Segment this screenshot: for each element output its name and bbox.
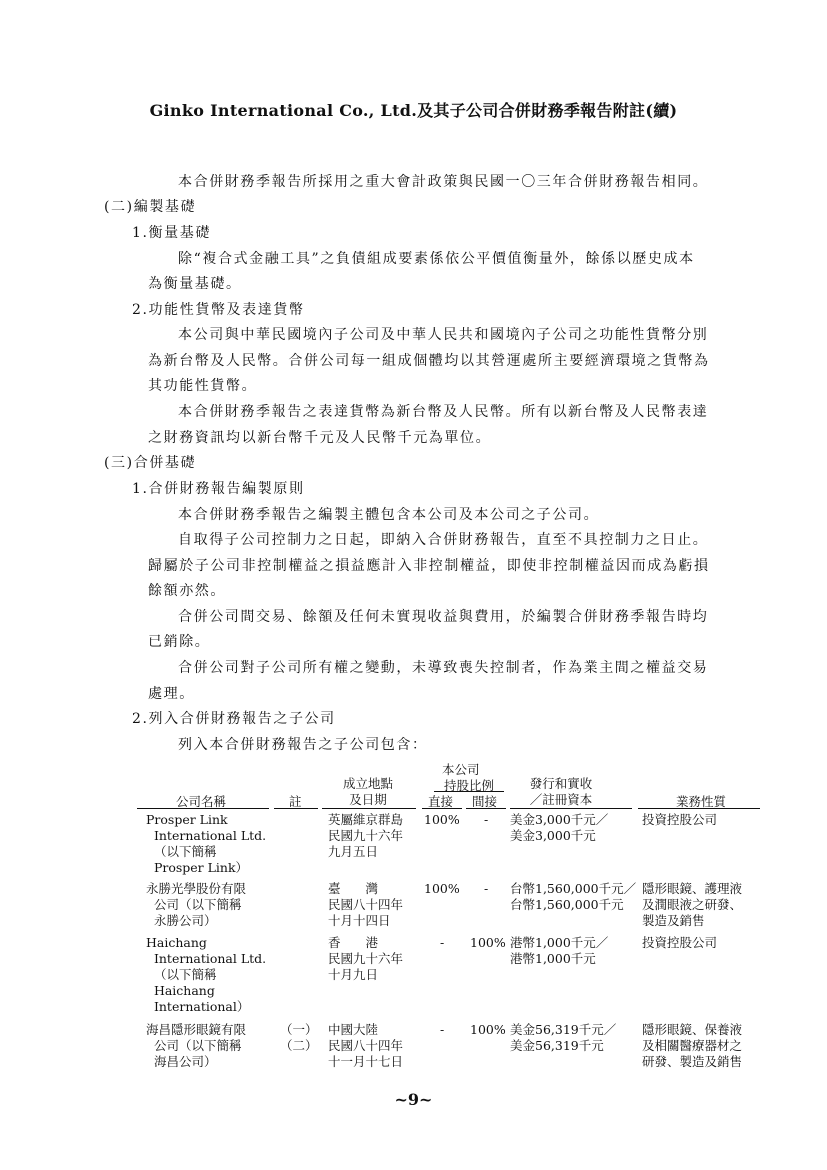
paragraph-line: 本合併財務季報告之表達貨幣為新台幣及人民幣。所有以新台幣及人民幣表達 <box>178 404 709 420</box>
paragraph-line: 本公司與中華民國境內子公司及中華人民共和國境內子公司之功能性貨幣分別 <box>178 327 709 343</box>
paragraph-line: 之財務資訊均以新台幣千元及人民幣千元為單位。 <box>148 430 492 446</box>
paragraph-line: 歸屬於子公司非控制權益之損益應計入非控制權益，即使非控制權益因而成為虧損 <box>148 558 710 574</box>
header-place: 成立地點 及日期 <box>342 776 393 807</box>
paragraph-line: 已銷除。 <box>148 634 211 650</box>
cell-name: Prosper Link International Ltd. （以下簡稱 Prosper Link） <box>146 812 267 875</box>
cell-business: 隱形眼鏡、保養液 及相關醫療器材之 研發、製造及銷售 <box>642 1022 743 1069</box>
header-underline <box>638 808 760 809</box>
header-capital: 發行和實收 ／註冊資本 <box>529 776 593 807</box>
page-title: Ginko International Co., Ltd.及其子公司合併財務季報告附註(續) <box>149 101 678 120</box>
paragraph-line: 合併公司間交易、餘額及任何未實現收益與費用，於編製合併財務季報告時均 <box>178 609 709 625</box>
paragraph-line: 本合併財務季報告之編製主體包含本公司及本公司之子公司。 <box>178 507 600 523</box>
header-note: 註 <box>289 794 302 809</box>
paragraph-line: 合併公司對子公司所有權之變動，未導致喪失控制者，作為業主間之權益交易 <box>178 660 709 676</box>
header-direct: 直接 <box>428 794 454 809</box>
cell-name: 海昌隱形眼鏡有限 公司（以下簡稱 海昌公司） <box>146 1022 247 1069</box>
subsection-heading: 2.列入合併財務報告之子公司 <box>132 711 336 727</box>
paragraph-line: 其功能性貨幣。 <box>148 378 258 394</box>
cell-business: 投資控股公司 <box>642 812 718 827</box>
cell-place: 香 港 民國九十六年 十月九日 <box>328 935 404 982</box>
header-name: 公司名稱 <box>176 794 227 809</box>
header-group-company: 本公司 <box>442 762 480 777</box>
paragraph-line: 列入本合併財務報告之子公司包含： <box>178 737 428 753</box>
subsection-heading: 1.衡量基礎 <box>132 225 211 241</box>
header-underline <box>274 808 318 809</box>
header-underline <box>137 808 269 809</box>
cell-note: （一） （二） <box>280 1022 318 1053</box>
header-underline <box>422 808 462 809</box>
cell-indirect: - <box>484 812 489 827</box>
paragraph-line: 為衡量基礎。 <box>148 276 242 292</box>
cell-direct: 100% <box>424 812 460 827</box>
subsection-heading: 2.功能性貨幣及表達貨幣 <box>132 302 305 318</box>
paragraph-line: 處理。 <box>148 686 195 702</box>
page-number: ~9~ <box>394 1090 433 1109</box>
cell-name: 永勝光學股份有限 公司（以下簡稱 永勝公司） <box>146 881 247 928</box>
cell-business: 投資控股公司 <box>642 935 718 950</box>
cell-place: 臺 灣 民國八十四年 十月十四日 <box>328 881 404 928</box>
header-indirect: 間接 <box>472 794 498 809</box>
cell-direct: - <box>440 935 445 950</box>
paragraph-line: 自取得子公司控制力之日起，即納入合併財務報告，直至不具控制力之日止。 <box>178 532 709 548</box>
cell-capital: 台幣1,560,000千元／ 台幣1,560,000千元 <box>510 881 637 912</box>
header-underline <box>510 808 632 809</box>
cell-capital: 美金3,000千元／ 美金3,000千元 <box>510 812 609 843</box>
cell-capital: 港幣1,000千元／ 港幣1,000千元 <box>510 935 609 966</box>
cell-indirect: - <box>484 881 489 896</box>
cell-direct: 100% <box>424 881 460 896</box>
cell-place: 英屬維京群島 民國九十六年 九月五日 <box>328 812 404 859</box>
cell-indirect: 100% <box>470 1022 506 1037</box>
cell-business: 隱形眼鏡、護理液 及潤眼液之研發、 製造及銷售 <box>642 881 743 928</box>
section-heading: (二)編製基礎 <box>104 199 197 215</box>
cell-direct: - <box>440 1022 445 1037</box>
paragraph-line: 為新台幣及人民幣。合併公司每一組成個體均以其營運處所主要經濟環境之貨幣為 <box>148 353 710 369</box>
header-underline <box>466 808 506 809</box>
paragraph-line: 本合併財務季報告所採用之重大會計政策與民國一〇三年合併財務報告相同。 <box>178 174 709 190</box>
paragraph-line: 餘額亦然。 <box>148 583 226 599</box>
paragraph-line: 除“複合式金融工具”之負債組成要素係依公平價值衡量外，餘係以歷史成本 <box>178 251 695 267</box>
cell-name: Haichang International Ltd. （以下簡稱 Haichang International） <box>146 935 267 1014</box>
section-heading: (三)合併基礎 <box>104 455 197 471</box>
cell-indirect: 100% <box>470 935 506 950</box>
header-business: 業務性質 <box>676 794 727 809</box>
cell-place: 中國大陸 民國八十四年 十一月十七日 <box>328 1022 404 1069</box>
header-shareholding: 持股比例 <box>443 778 494 793</box>
header-underline <box>322 808 416 809</box>
cell-capital: 美金56,319千元／ 美金56,319千元 <box>510 1022 617 1053</box>
subsection-heading: 1.合併財務報告編製原則 <box>132 481 305 497</box>
